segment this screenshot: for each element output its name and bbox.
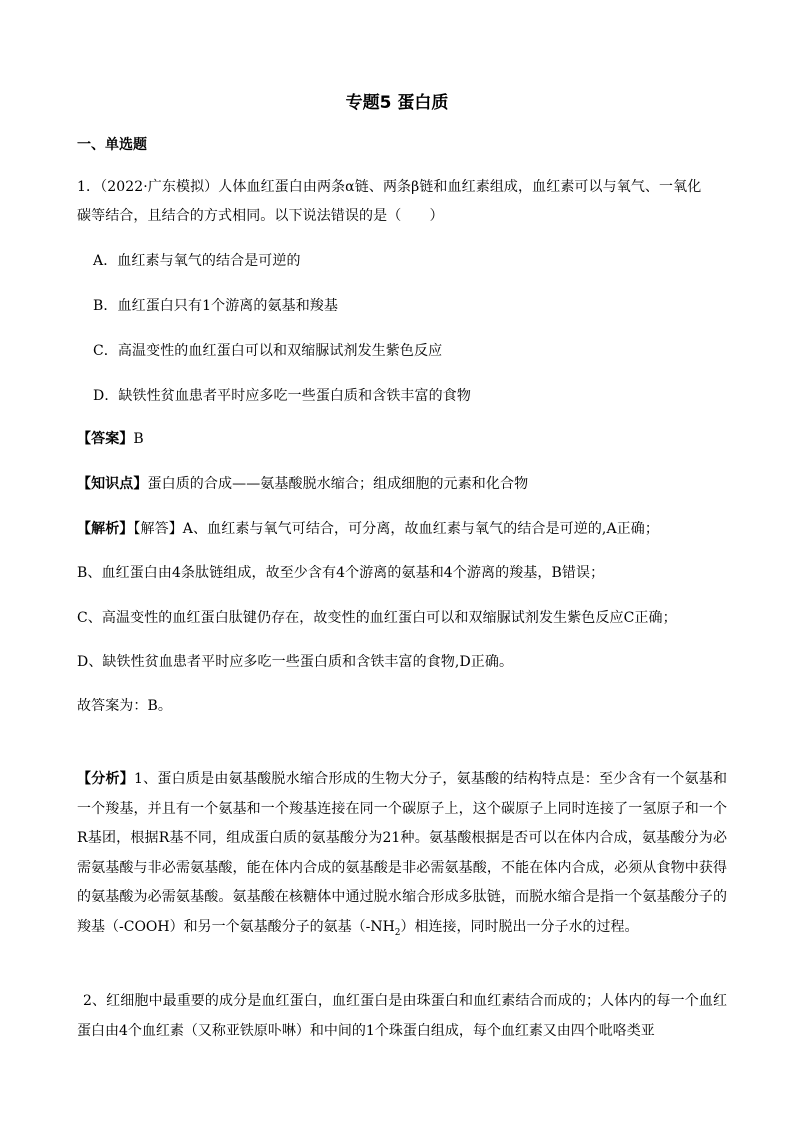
subscript-2: 2 [394,927,401,938]
question-stem-line-2: 碳等结合，且结合的方式相同。以下说法错误的是（ ） [77,208,444,224]
analysis-line-3: C、高温变性的血红蛋白肽键仍存在，故变性的血红蛋白可以和双缩脲试剂发生紫色反应C正确； [77,610,677,626]
fenxi-paragraph-2: 2、红细胞中最重要的成分是血红蛋白，血红蛋白是由珠蛋白和血红素结合而成的；人体内的每一个血红蛋白由4个血红素（又称亚铁原卟啉）和中间的1个珠蛋白组成，每个血红素又由四个吡咯类亚 [77,993,727,1039]
analysis-line-2: B、血红蛋白由4条肽链组成，故至少含有4个游离的氨基和4个游离的羧基，B错误； [77,565,605,581]
analysis-label: 【解析】 [77,521,134,537]
conclusion-line: 故答案为：B。 [77,698,172,714]
analysis-line-1 [77,518,659,538]
section-heading: 一、单选题 [77,137,147,153]
fenxi-text-1-end: ）相连接，同时脱出一分子水的过程。 [400,918,639,935]
option-c: C．高温变性的血红蛋白可以和双缩脲试剂发生紫色反应 [93,343,443,359]
option-b: B．血红蛋白只有1个游离的氨基和羧基 [93,298,338,314]
fenxi-text-1: 1、蛋白质是由氨基酸脱水缩合形成的生物大分子，氨基酸的结构特点是：至少含有一个氨基和一个羧基，并且有一个氨基和一个羧基连接在同一个碳原子上，这个碳原子上同时连接了一氢原子和一个R基团，根据R基不同，组成蛋白质的氨基酸分为21种。氨基酸根据是否可以在体内合成，氨基酸分为必需氨基酸与非必需氨基酸，能在体内合成的氨基酸是非必需氨基酸，不能在体内合成，必须从食物中获得的氨基酸为必需氨基酸。氨基酸在核糖体中通过脱水缩合形成多肽链，而脱水缩合是指一个氨基酸分子的羧基（-COOH）和另一个氨基酸分子的氨基（-NH [77,771,728,935]
page-title: 专题5 蛋白质 [345,93,449,113]
knowledge-label: 【知识点】 [77,476,148,492]
fenxi-label: 【分析】 [77,771,134,787]
analysis-text-1: 【解答】A、血红素与氧气可结合，可分离，故血红素与氧气的结合是可逆的,A正确； [133,521,659,537]
answer-line [77,428,144,448]
fenxi-paragraph-1 [77,765,727,948]
knowledge-line [77,473,528,493]
option-d: D．缺铁性贫血患者平时应多吃一些蛋白质和含铁丰富的食物 [93,388,471,404]
question-stem-line-1: 1．（2022·广东模拟）人体血红蛋白由两条α链、两条β链和血红素组成，血红素可以与氧气、一氧化 [77,179,702,195]
answer-label: 【答案】 [77,431,134,447]
option-a: A．血红素与氧气的结合是可逆的 [93,253,301,269]
analysis-line-4: D、缺铁性贫血患者平时应多吃一些蛋白质和含铁丰富的食物,D正确。 [77,654,514,670]
answer-value: B [133,431,144,447]
knowledge-value: 蛋白质的合成——氨基酸脱水缩合；组成细胞的元素和化合物 [147,476,529,492]
